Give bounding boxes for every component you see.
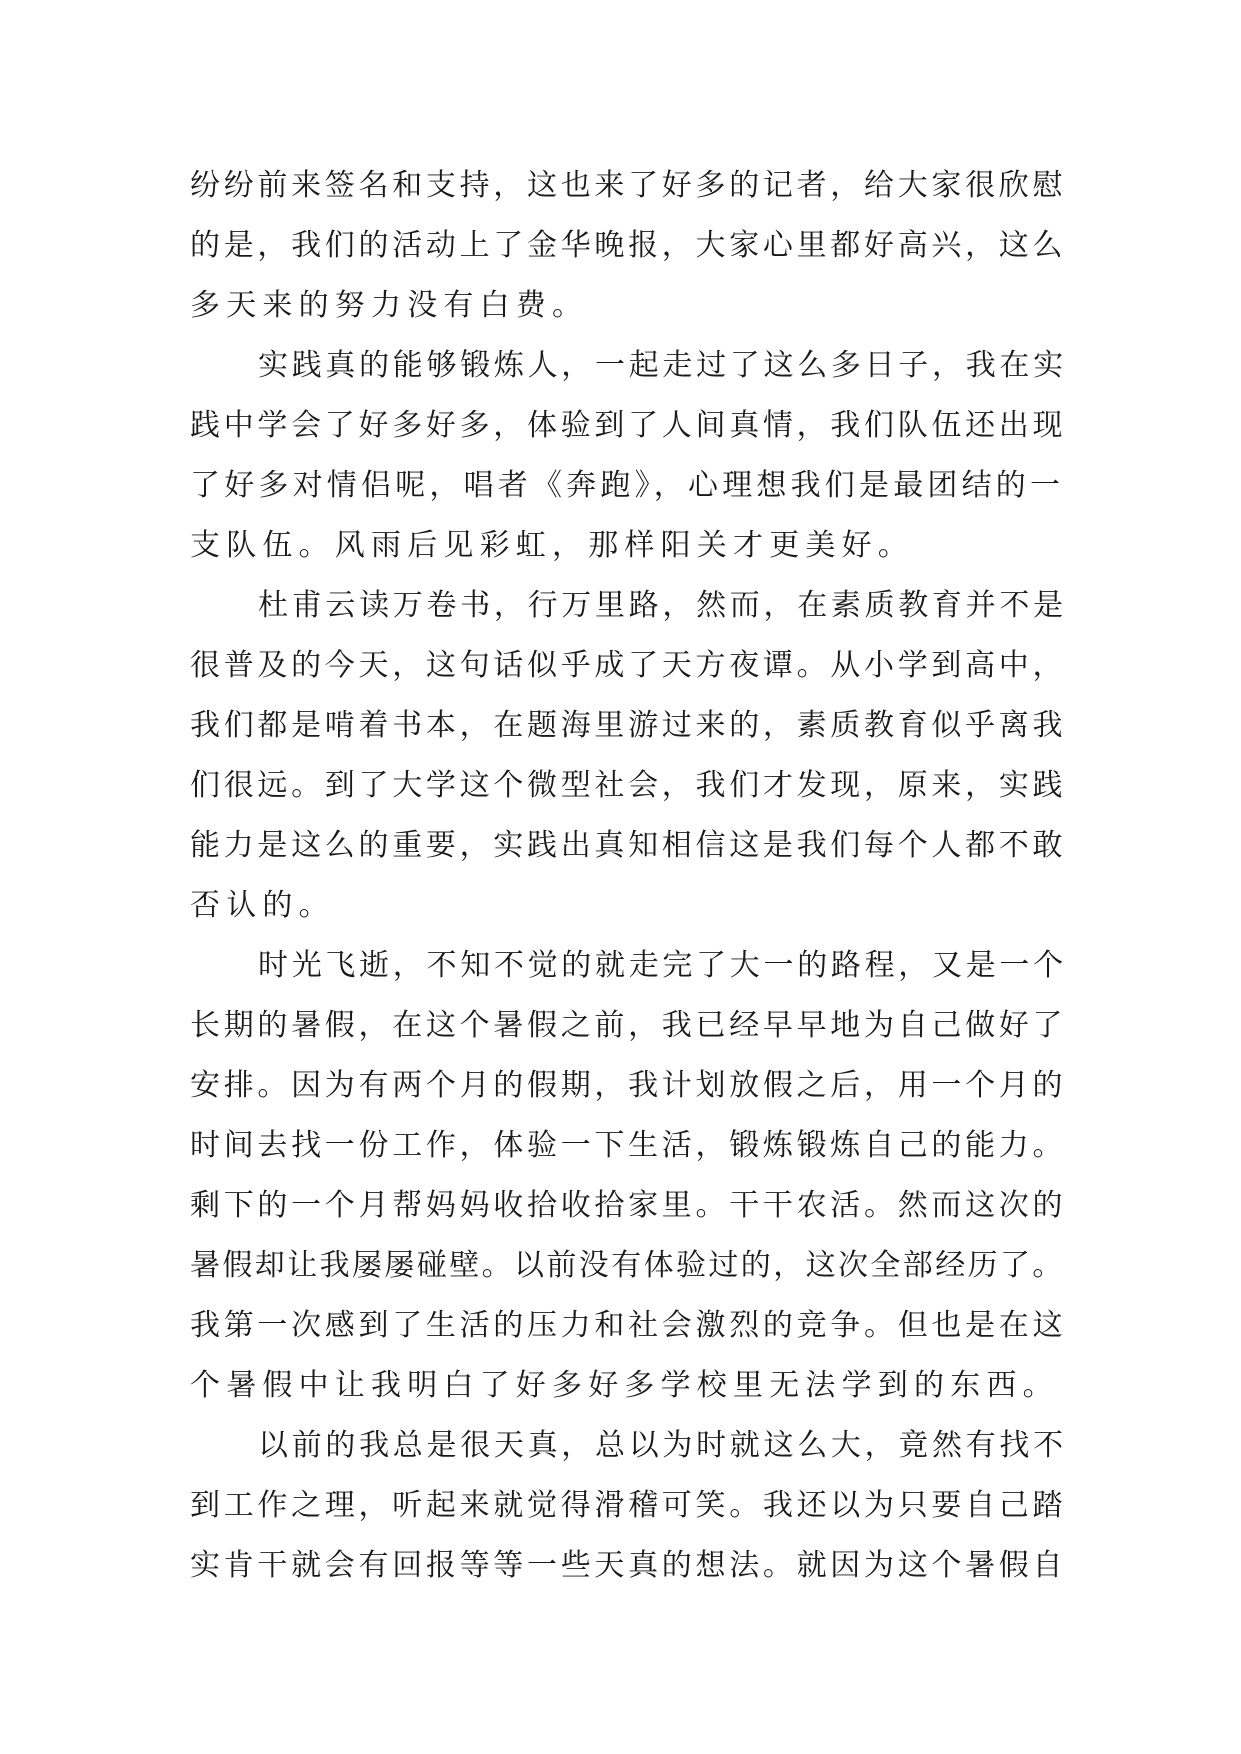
paragraph-2: [190, 336, 1070, 576]
text-line: 时光飞逝，不知不觉的就走完了大一的路程，又是一个: [258, 948, 1067, 983]
text-line: 暑假却让我屡屡碰壁。以前没有体验过的，这次全部经历了。: [190, 1248, 1065, 1283]
text-line: 很普及的今天，这句话似乎成了天方夜谭。从小学到高中，: [190, 648, 1067, 683]
text-line: 纷纷前来签名和支持，这也来了好多的记者，给大家很欣慰: [190, 168, 1067, 203]
text-line: 践中学会了好多好多，体验到了人间真情，我们队伍还出现: [190, 408, 1067, 443]
text-line: 时间去找一份工作，体验一下生活，锻炼锻炼自己的能力。: [190, 1128, 1067, 1163]
text-line: 实肯干就会有回报等等一些天真的想法。就因为这个暑假自: [190, 1548, 1067, 1583]
text-line: 能力是这么的重要，实践出真知相信这是我们每个人都不敢: [190, 828, 1067, 863]
paragraph-1: [190, 156, 1070, 336]
text-line: 我第一次感到了生活的压力和社会激烈的竞争。但也是在这: [190, 1308, 1067, 1343]
text-line: 到工作之理，听起来就觉得滑稽可笑。我还以为只要自己踏: [190, 1488, 1067, 1523]
text-line: 个暑假中让我明白了好多好多学校里无法学到的东西。: [190, 1368, 1059, 1403]
text-line: 杜甫云读万卷书，行万里路，然而，在素质教育并不是: [258, 588, 1067, 623]
document-body: [190, 156, 1070, 1596]
text-line: 的是，我们的活动上了金华晚报，大家心里都好高兴，这么: [190, 228, 1067, 263]
text-line: 剩下的一个月帮妈妈收拾收拾家里。干干农活。然而这次的: [190, 1188, 1067, 1223]
paragraph-4: [190, 936, 1070, 1416]
text-line: 安排。因为有两个月的假期，我计划放假之后，用一个月的: [190, 1068, 1067, 1103]
text-line: 长期的暑假，在这个暑假之前，我已经早早地为自己做好了: [190, 1008, 1067, 1043]
text-line: 支队伍。风雨后见彩虹，那样阳关才更美好。: [190, 528, 914, 563]
text-line: 否认的。: [190, 888, 335, 923]
text-line: 实践真的能够锻炼人，一起走过了这么多日子，我在实: [258, 348, 1067, 383]
paragraph-3: [190, 576, 1070, 936]
paragraph-5: [190, 1416, 1070, 1596]
text-line: 以前的我总是很天真，总以为时就这么大，竟然有找不: [258, 1428, 1067, 1463]
text-line: 多天来的努力没有白费。: [190, 288, 589, 323]
text-line: 们很远。到了大学这个微型社会，我们才发现，原来，实践: [190, 768, 1067, 803]
text-line: 了好多对情侣呢，唱者《奔跑》，心理想我们是最团结的一: [190, 468, 1065, 503]
text-line: 我们都是啃着书本，在题海里游过来的，素质教育似乎离我: [190, 708, 1067, 743]
